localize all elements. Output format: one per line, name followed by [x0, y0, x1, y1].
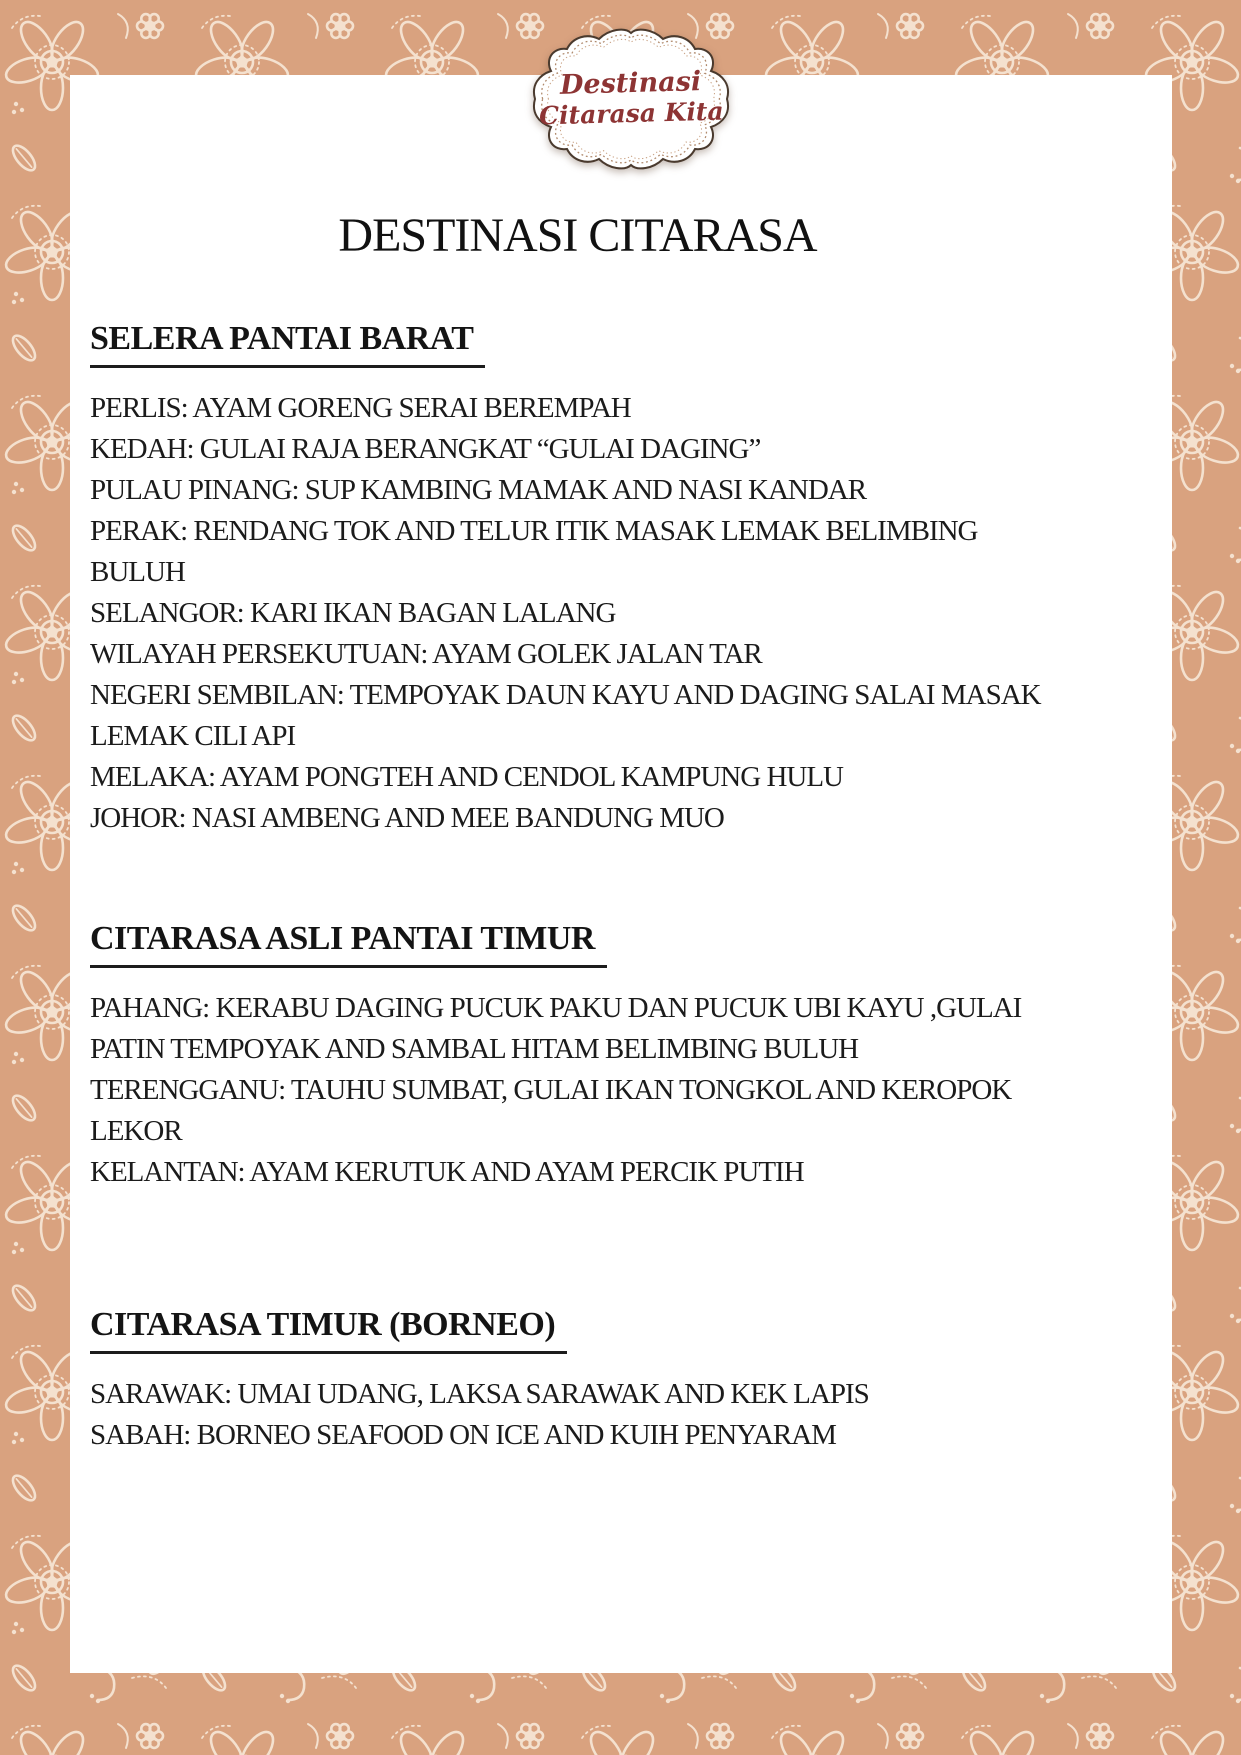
- section-heading: SELERA PANTAI BARAT: [90, 319, 485, 368]
- menu-item: PERLIS: AYAM GORENG SERAI BEREMPAH: [90, 392, 631, 424]
- logo-text: [519, 21, 743, 177]
- section-selera-pantai-barat: [90, 319, 1065, 839]
- menu-item: WILAYAH PERSEKUTUAN: AYAM GOLEK JALAN TAR: [90, 638, 762, 670]
- menu-item: PAHANG: KERABU DAGING PUCUK PAKU DAN PUCUK UBI KAYU ,GULAI PATIN TEMPOYAK AND SAMBAL HITAM BELIMBING BULUH: [90, 992, 1022, 1065]
- menu-item-list: [90, 988, 1065, 1193]
- menu-item: SABAH: BORNEO SEAFOOD ON ICE AND KUIH PENYARAM: [90, 1419, 836, 1451]
- menu-item: PERAK: RENDANG TOK AND TELUR ITIK MASAK LEMAK BELIMBING BULUH: [90, 515, 978, 588]
- section-heading: CITARASA TIMUR (BORNEO): [90, 1305, 567, 1354]
- menu-item-list: [90, 388, 1065, 839]
- menu-item: JOHOR: NASI AMBENG AND MEE BANDUNG MUO: [90, 802, 724, 834]
- menu-item-list: [90, 1374, 1065, 1456]
- menu-item: PULAU PINANG: SUP KAMBING MAMAK AND NASI KANDAR: [90, 474, 867, 506]
- menu-item: SELANGOR: KARI IKAN BAGAN LALANG: [90, 597, 616, 629]
- menu-item: MELAKA: AYAM PONGTEH AND CENDOL KAMPUNG HULU: [90, 761, 843, 793]
- menu-item: NEGERI SEMBILAN: TEMPOYAK DAUN KAYU AND DAGING SALAI MASAK LEMAK CILI API: [90, 679, 1041, 752]
- section-citarasa-asli-pantai-timur: [90, 919, 1065, 1193]
- menu-item: KEDAH: GULAI RAJA BERANGKAT “GULAI DAGING”: [90, 433, 761, 465]
- document-page: [70, 75, 1172, 1673]
- menu-item: TERENGGANU: TAUHU SUMBAT, GULAI IKAN TONGKOL AND KEROPOK LEKOR: [90, 1074, 1012, 1147]
- section-citarasa-timur-borneo: [90, 1305, 1065, 1456]
- menu-item: KELANTAN: AYAM KERUTUK AND AYAM PERCIK PUTIH: [90, 1156, 804, 1188]
- logo-badge: [521, 24, 741, 174]
- logo-text-line2: Citarasa Kita: [538, 96, 724, 131]
- logo-text-line1: Destinasi: [559, 66, 702, 101]
- section-heading: CITARASA ASLI PANTAI TIMUR: [90, 919, 607, 968]
- menu-item: SARAWAK: UMAI UDANG, LAKSA SARAWAK AND KEK LAPIS: [90, 1378, 869, 1410]
- document-content: [90, 75, 1065, 1456]
- page-title: DESTINASI CITARASA: [338, 209, 817, 262]
